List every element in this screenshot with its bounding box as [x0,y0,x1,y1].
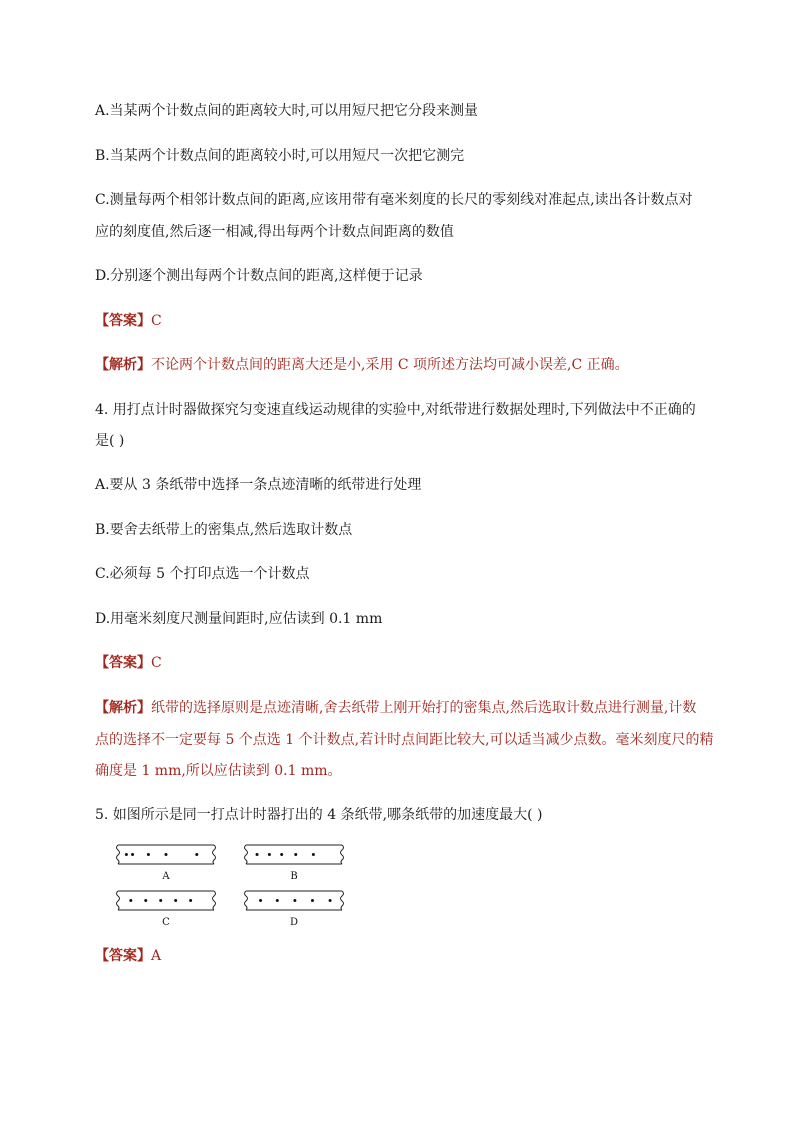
answer-tag: 【答案】 [95,655,151,671]
q3-option-c-line1: C.测量每两个相邻计数点间的距离,应该用带有毫米刻度的长尺的零刻线对准起点,读出各计数点对 [95,192,693,208]
tape-label: A [162,871,170,882]
q4-option-d: D.用毫米刻度尺测量间距时,应估读到 0.1 mm [95,611,383,627]
tape-dot [129,899,132,902]
q4-stem-line2: 是( ) [95,433,125,449]
paper-tape-a [117,845,216,882]
answer-value: C [151,313,162,329]
paper-tape-b [245,845,344,882]
q5-stem: 5. 如图所示是同一打点计时器打出的 4 条纸带,哪条纸带的加速度最大( ) [95,807,543,823]
q4-option-c: C.必须每 5 个打印点选一个计数点 [95,566,310,582]
tape-dot [311,899,314,902]
analysis-tag: 【解析】 [95,700,151,716]
tape-dot [329,899,332,902]
paper-tape-c [117,891,216,928]
answer-tag: 【答案】 [95,313,151,329]
q4-stem-line1: 4. 用打点计时器做探究匀变速直线运动规律的实验中,对纸带进行数据处理时,下列做法中不正确的 [95,402,696,418]
tape-dot [276,899,279,902]
answer-value: C [151,655,162,671]
tape-dot [147,853,150,856]
answer-value: A [151,948,162,964]
analysis-text: 不论两个计数点间的距离大还是小,采用 C 项所述方法均可减小误差,C 正确。 [151,357,629,373]
q4-analysis-line3: 确度是 1 mm,所以应估读到 0.1 mm。 [95,763,342,779]
tape-dot [312,853,315,856]
tape-label: B [290,871,298,882]
q5-answer [95,946,161,966]
tape-dot [195,853,198,856]
q3-option-b: B.当某两个计数点间的距离较小时,可以用短尺一次把它测完 [95,148,465,164]
tape-dot [174,899,177,902]
q3-option-c-line2: 应的刻度值,然后逐一相减,得出每两个计数点间距离的数值 [95,224,454,240]
paper-tape-d [245,891,344,928]
tape-label: C [162,917,170,928]
tape-dot [165,853,168,856]
q4-option-b: B.要舍去纸带上的密集点,然后选取计数点 [95,522,353,538]
q3-option-a: A.当某两个计数点间的距离较大时,可以用短尺把它分段来测量 [95,103,479,119]
q3-option-d: D.分别逐个测出每两个计数点间的距离,这样便于记录 [95,268,423,284]
tape-dot [294,853,297,856]
tape-dot [131,853,134,856]
tape-dot [159,899,162,902]
tape-dot [293,899,296,902]
tape-label: D [289,917,299,928]
tape-dot [259,899,262,902]
analysis-text: 纸带的选择原则是点迹清晰,舍去纸带上刚开始打的密集点,然后选取计数点进行测量,计数 [151,700,697,716]
tape-dot [268,853,271,856]
tape-dot [189,899,192,902]
tape-dot [144,899,147,902]
tape-dot [125,853,128,856]
q4-analysis-line2: 点的选择不一定要每 5 个点选 1 个计数点,若计时点间距比较大,可以适当减少点数。毫米刻度尺的精 [95,732,714,748]
analysis-tag: 【解析】 [95,357,151,373]
tape-dot [280,853,283,856]
tape-dot [256,853,259,856]
answer-tag: 【答案】 [95,948,151,964]
q4-option-a: A.要从 3 条纸带中选择一条点迹清晰的纸带进行处理 [95,477,422,493]
